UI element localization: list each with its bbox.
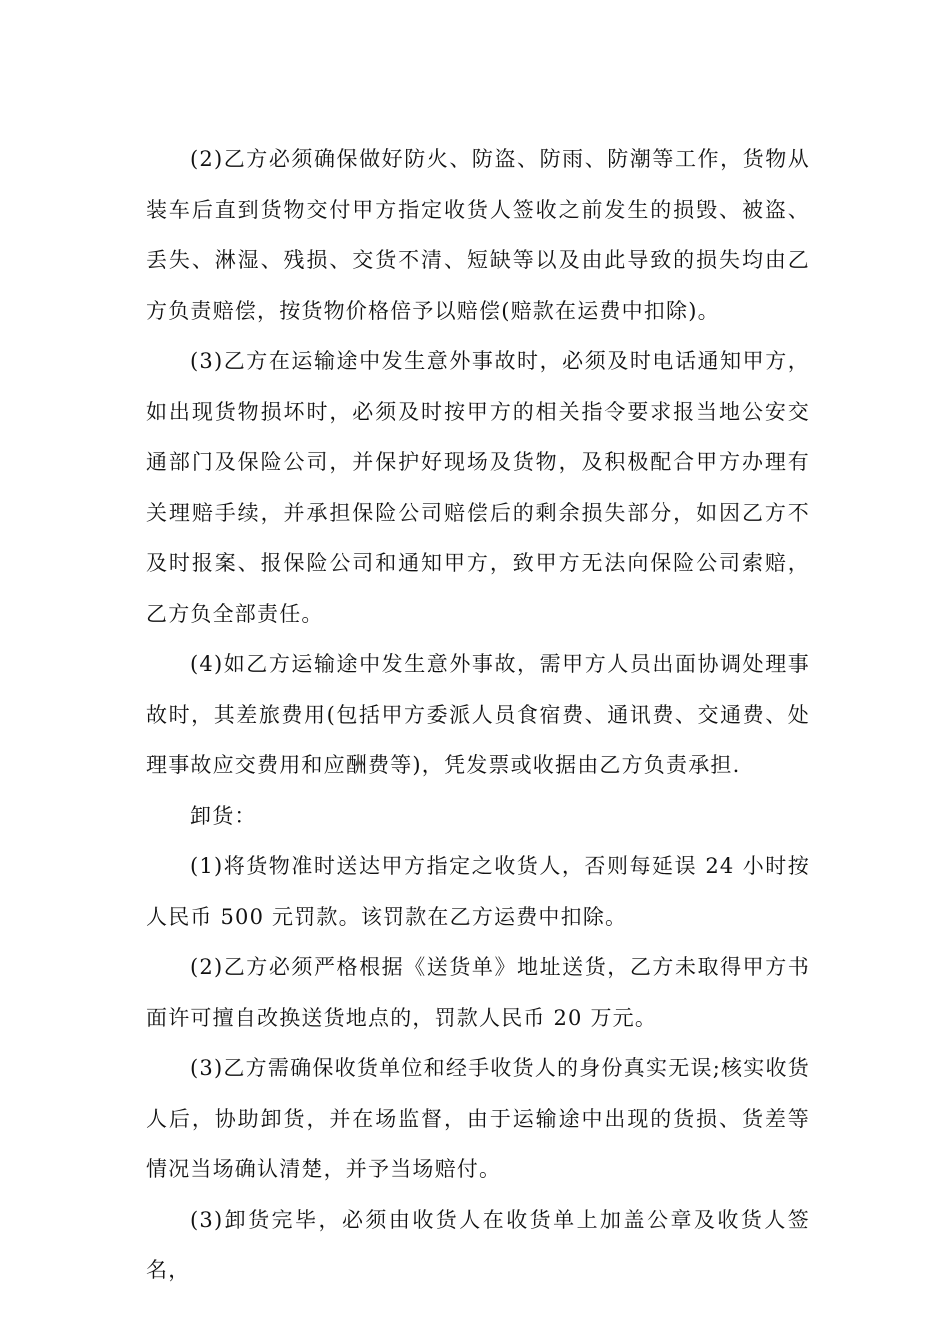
paragraph-receiver-verification: (3)乙方需确保收货单位和经手收货人的身份真实无误;核实收货人后，协助卸货，并在场监督，由于运输途中出现的货损、货差等情况当场确认清楚，并予当场赔付。	[146, 1056, 810, 1181]
document-body	[146, 134, 810, 1296]
paragraph-accident-notification: (3)乙方在运输途中发生意外事故时，必须及时电话通知甲方，如出现货物损坏时，必须及时按甲方的相关指令要求报当地公安交通部门及保险公司，并保护好现场及货物，及积极配合甲方办理有关理赔手续，并承担保险公司赔偿后的剩余损失部分，如因乙方不及时报案、报保险公司和通知甲方，致甲方无法向保险公司索赔，乙方负全部责任。	[146, 349, 810, 626]
paragraph-accident-expenses: (4)如乙方运输途中发生意外事故，需甲方人员出面协调处理事故时，其差旅费用(包括甲方委派人员食宿费、通讯费、交通费、处理事故应交费用和应酬费等)，凭发票或收据由乙方负责承担.	[146, 652, 810, 777]
paragraph-unloading-complete: (3)卸货完毕，必须由收货人在收货单上加盖公章及收货人签名，	[146, 1207, 810, 1282]
paragraph-delivery-on-time: (1)将货物准时送达甲方指定之收货人，否则每延误 24 小时按人民币 500 元罚款。该罚款在乙方运费中扣除。	[146, 854, 810, 929]
section-heading-unloading: 卸货：	[190, 803, 257, 828]
paragraph-delivery-address: (2)乙方必须严格根据《送货单》地址送货，乙方未取得甲方书面许可擅自改换送货地点的，罚款人民币 20 万元。	[146, 955, 810, 1030]
paragraph-fire-theft-protection: (2)乙方必须确保做好防火、防盗、防雨、防潮等工作，货物从装车后直到货物交付甲方指定收货人签收之前发生的损毁、被盗、丢失、淋湿、残损、交货不清、短缺等以及由此导致的损失均由乙方负责赔偿，按货物价格倍予以赔偿(赔款在运费中扣除)。	[146, 147, 810, 323]
